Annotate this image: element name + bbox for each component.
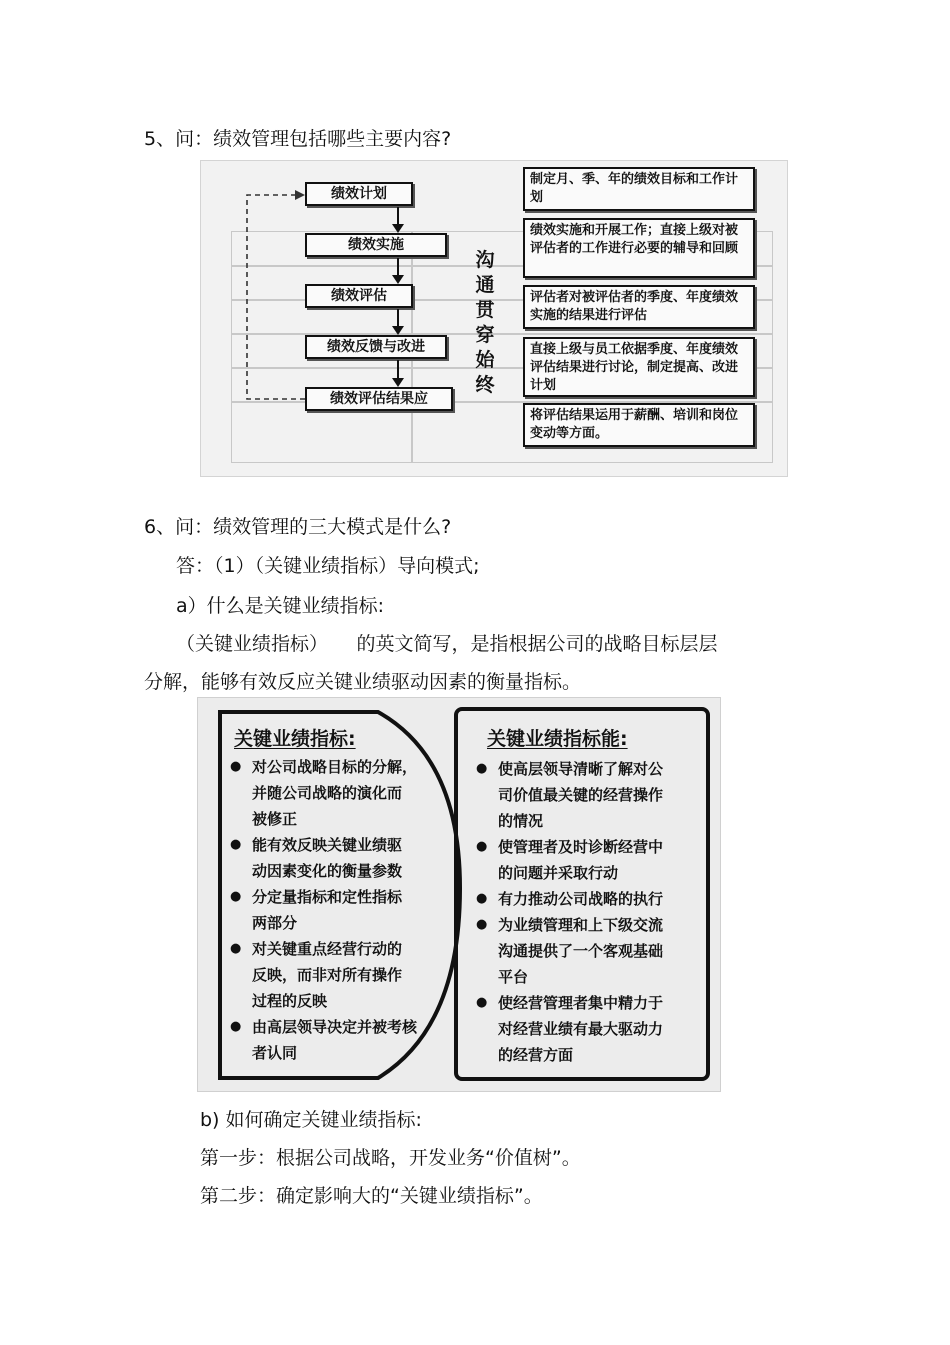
step-box-evaluate: 绩效评估 bbox=[305, 284, 413, 308]
vertical-text-char: 穿 bbox=[475, 324, 495, 346]
left-bullet-item-cont: 被修正 bbox=[252, 810, 298, 828]
right-bullet-item-cont: 司价值最关键的经营操作 bbox=[498, 786, 664, 804]
down-arrow bbox=[397, 309, 399, 333]
left-bullet-item: ● 分定量指标和定性指标 bbox=[252, 884, 402, 910]
vertical-text-char: 贯 bbox=[475, 299, 495, 321]
performance-management-diagram bbox=[200, 160, 788, 477]
vertical-text-char: 沟 bbox=[475, 249, 495, 271]
right-bullet-item-cont: 的问题并采取行动 bbox=[498, 864, 619, 882]
vertical-text-char: 始 bbox=[475, 349, 495, 371]
left-bullet-item: ● 由高层领导决定并被考核 bbox=[252, 1014, 417, 1040]
description-evaluate: 评估者对被评估者的季度、年度绩效实施的结果进行评估 bbox=[523, 285, 755, 329]
right-bullet-item-cont: 的经营方面 bbox=[498, 1046, 574, 1064]
step-1: 第一步：根据公司战略，开发业务“价值树”。 bbox=[200, 1147, 581, 1169]
down-arrow bbox=[397, 207, 399, 231]
kpi-definition-line-1: （关键业绩指标） 的英文简写，是指根据公司的战略目标层层 bbox=[176, 633, 718, 655]
right-bullet-item: ● 为业绩管理和上下级交流 bbox=[498, 912, 663, 938]
left-bullet-item-cont: 动因素变化的衡量参数 bbox=[252, 862, 403, 880]
left-bullet-item-cont: 者认同 bbox=[252, 1044, 298, 1062]
sub-heading-b: b) 如何确定关键业绩指标: bbox=[200, 1109, 422, 1131]
right-bullet-item-cont: 平台 bbox=[498, 968, 529, 986]
question-6: 6、问：绩效管理的三大模式是什么? bbox=[144, 516, 452, 538]
step-box-result-application: 绩效评估结果应 bbox=[305, 387, 453, 411]
right-bullet-item: ● 使高层领导清晰了解对公 bbox=[498, 756, 663, 782]
right-bullet-item: ● 使经营管理者集中精力于 bbox=[498, 990, 663, 1016]
step-2: 第二步：确定影响大的“关键业绩指标”。 bbox=[200, 1185, 543, 1207]
kpi-definition-line-2: 分解，能够有效反应关键业绩驱动因素的衡量指标。 bbox=[144, 671, 582, 693]
left-bullet-item: ● 能有效反映关键业绩驱 bbox=[252, 832, 402, 858]
description-application: 将评估结果运用于薪酬、培训和岗位变动等方面。 bbox=[523, 403, 755, 447]
description-plan: 制定月、季、年的绩效目标和工作计划 bbox=[523, 167, 755, 211]
sub-heading-a: a）什么是关键业绩指标: bbox=[176, 595, 385, 617]
right-bullet-item: ● 有力推动公司战略的执行 bbox=[498, 886, 663, 912]
kpi-diagram bbox=[197, 697, 721, 1092]
left-panel-title: 关键业绩指标: bbox=[234, 728, 356, 750]
right-bullet-item: ● 使管理者及时诊断经营中 bbox=[498, 834, 663, 860]
down-arrow bbox=[397, 360, 399, 385]
step-box-plan: 绩效计划 bbox=[305, 182, 413, 206]
down-arrow bbox=[397, 258, 399, 282]
right-panel-title: 关键业绩指标能: bbox=[487, 728, 628, 750]
step-box-implement: 绩效实施 bbox=[305, 233, 447, 257]
right-bullet-item-cont: 对经营业绩有最大驱动力 bbox=[498, 1020, 664, 1038]
right-bullet-item-cont: 沟通提供了一个客观基础 bbox=[498, 942, 664, 960]
left-bullet-item: ● 对关键重点经营行动的 bbox=[252, 936, 402, 962]
left-bullet-item-cont: 并随公司战略的演化而 bbox=[252, 784, 403, 802]
question-5: 5、问：绩效管理包括哪些主要内容? bbox=[144, 128, 452, 150]
description-feedback: 直接上级与员工依据季度、年度绩效评估结果进行讨论，制定提高、改进计划 bbox=[523, 337, 755, 397]
vertical-text-char: 通 bbox=[475, 274, 495, 296]
right-bullet-item-cont: 的情况 bbox=[498, 812, 544, 830]
step-box-feedback: 绩效反馈与改进 bbox=[305, 335, 447, 359]
description-implement: 绩效实施和开展工作；直接上级对被评估者的工作进行必要的辅导和回顾 bbox=[523, 218, 755, 278]
left-bullet-item-cont: 反映，而非对所有操作 bbox=[252, 966, 403, 984]
answer-6: 答：（1）（关键业绩指标）导向模式; bbox=[176, 555, 480, 577]
left-bullet-item-cont: 过程的反映 bbox=[252, 992, 328, 1010]
left-bullet-item: ● 对公司战略目标的分解， bbox=[252, 754, 417, 780]
left-bullet-item-cont: 两部分 bbox=[252, 914, 298, 932]
vertical-text-char: 终 bbox=[475, 374, 495, 396]
